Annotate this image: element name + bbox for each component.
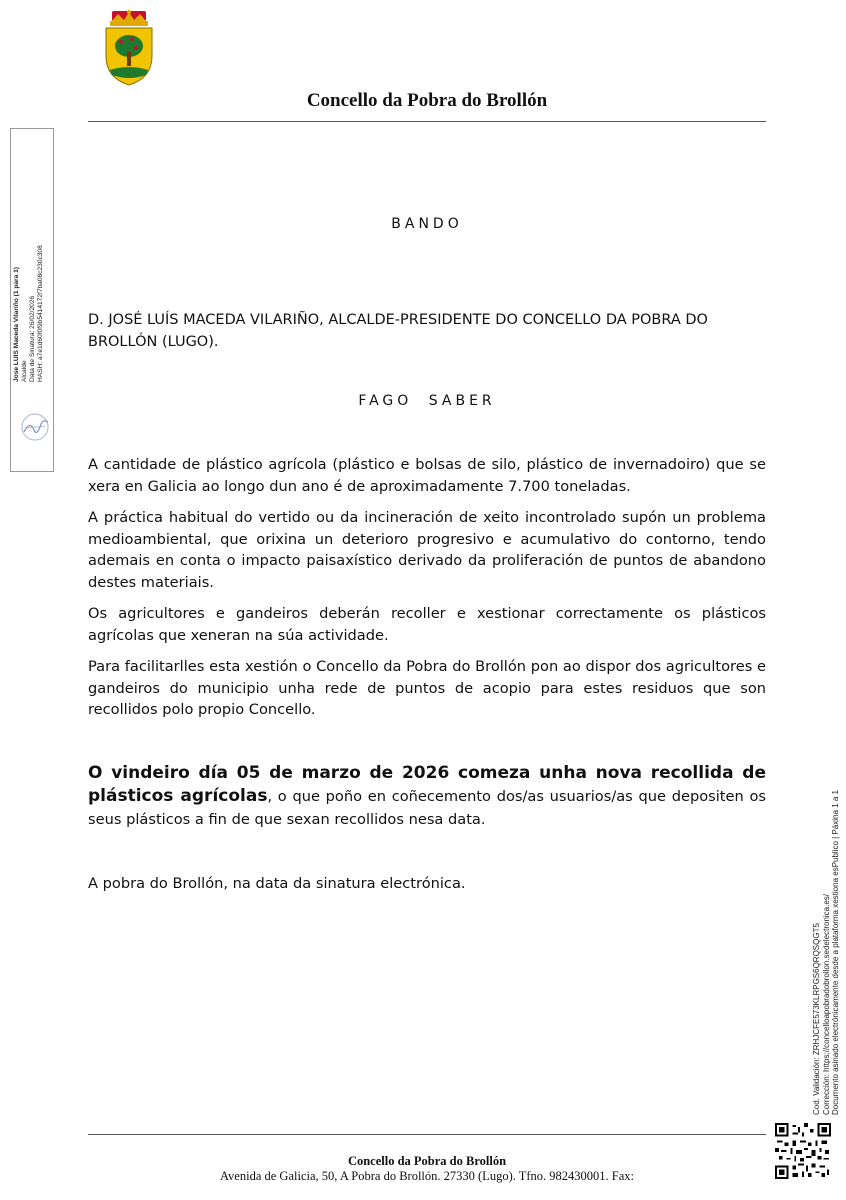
- coat-of-arms-icon: [98, 8, 160, 88]
- announcement-heading: FAGO SABER: [358, 393, 496, 409]
- signature-date: Data de Sinatura: 26/02/2026: [29, 295, 36, 382]
- signature-info: [13, 222, 45, 382]
- document-heading: BANDO: [391, 216, 463, 232]
- validation-platform: Documento asinado electrónicamente desde a plataforma xestiona esPublico | Páxina 1 a 1: [831, 790, 840, 1115]
- document-body: [88, 454, 766, 731]
- qr-code-icon: [775, 1123, 831, 1179]
- footer-name: Concello da Pobra do Brollón: [347, 1154, 507, 1168]
- body-paragraph: Para facilitarlles esta xestión o Concello da Pobra do Brollón pon ao dispor dos agricultores e gandeiros do municipio unha rede de puntos de acopio para estes residuos que son recollidos polo propio Concello.: [88, 658, 766, 718]
- issuer-statement: D. JOSÉ LUÍS MACEDA VILARIÑO, ALCALDE-PRESIDENTE DO CONCELLO DA POBRA DO BROLLÓN (LUGO).: [88, 312, 708, 350]
- notice-date-highlight: O vindeiro día 05 de marzo de 2026 comeza unha nova recollida de plásticos agrícolas: [88, 763, 766, 806]
- signature-hash: HASH: a7e1d60f0f9b5414172f7ba08c230c308: [37, 245, 44, 382]
- footer-divider: [88, 1134, 766, 1135]
- body-paragraph: A práctica habitual do vertido ou da incineración de xeito incontrolado supón un problema medioambiental, que orixina un deterioro progresivo e acumulativo do contorno, tendo ademais en conta o impacto paisaxístico derivado da proliferación de puntos de abandono destes materiais.: [88, 509, 766, 591]
- notice-text: , o que poño en coñecemento dos/as usuarios/as que depositen os seus plásticos a fin de que sexan recollidos nesa data.: [88, 788, 767, 828]
- footer-address: Avenida de Galicia, 50, A Pobra do Brollón. 27330 (Lugo). Tfno. 982430001. Fax:: [219, 1169, 635, 1183]
- signer-name: Jose LUIS Maceda Vilariño (1 para 1): [13, 267, 20, 382]
- body-paragraph: A cantidade de plástico agrícola (plástico e bolsas de silo, plástico de invernadoiro) que se xera en Galicia ao longo dun ano é de aproximadamente 7.700 toneladas.: [88, 456, 766, 495]
- collection-notice: [88, 762, 766, 831]
- validation-url: Corrección: https://concelloapobradobrollon.sedelectronica.es/: [821, 893, 831, 1115]
- signer-role: Alcalde: [21, 360, 28, 382]
- validation-info: [812, 735, 841, 1115]
- header-divider: [88, 121, 766, 122]
- validation-code: Cod. Validación: ZRHJCFE573KLRPGS6QRQSQGT5: [812, 923, 821, 1115]
- signature-stamp-icon: [18, 410, 52, 444]
- closing-line: A pobra do Brollón, na data da sinatura electrónica.: [88, 875, 466, 892]
- body-paragraph: Os agricultores e gandeiros deberán recoller e xestionar correctamente os plásticos agrícolas que xeneran na súa actividade.: [88, 605, 766, 644]
- header-title: Concello da Pobra do Brollón: [306, 90, 548, 111]
